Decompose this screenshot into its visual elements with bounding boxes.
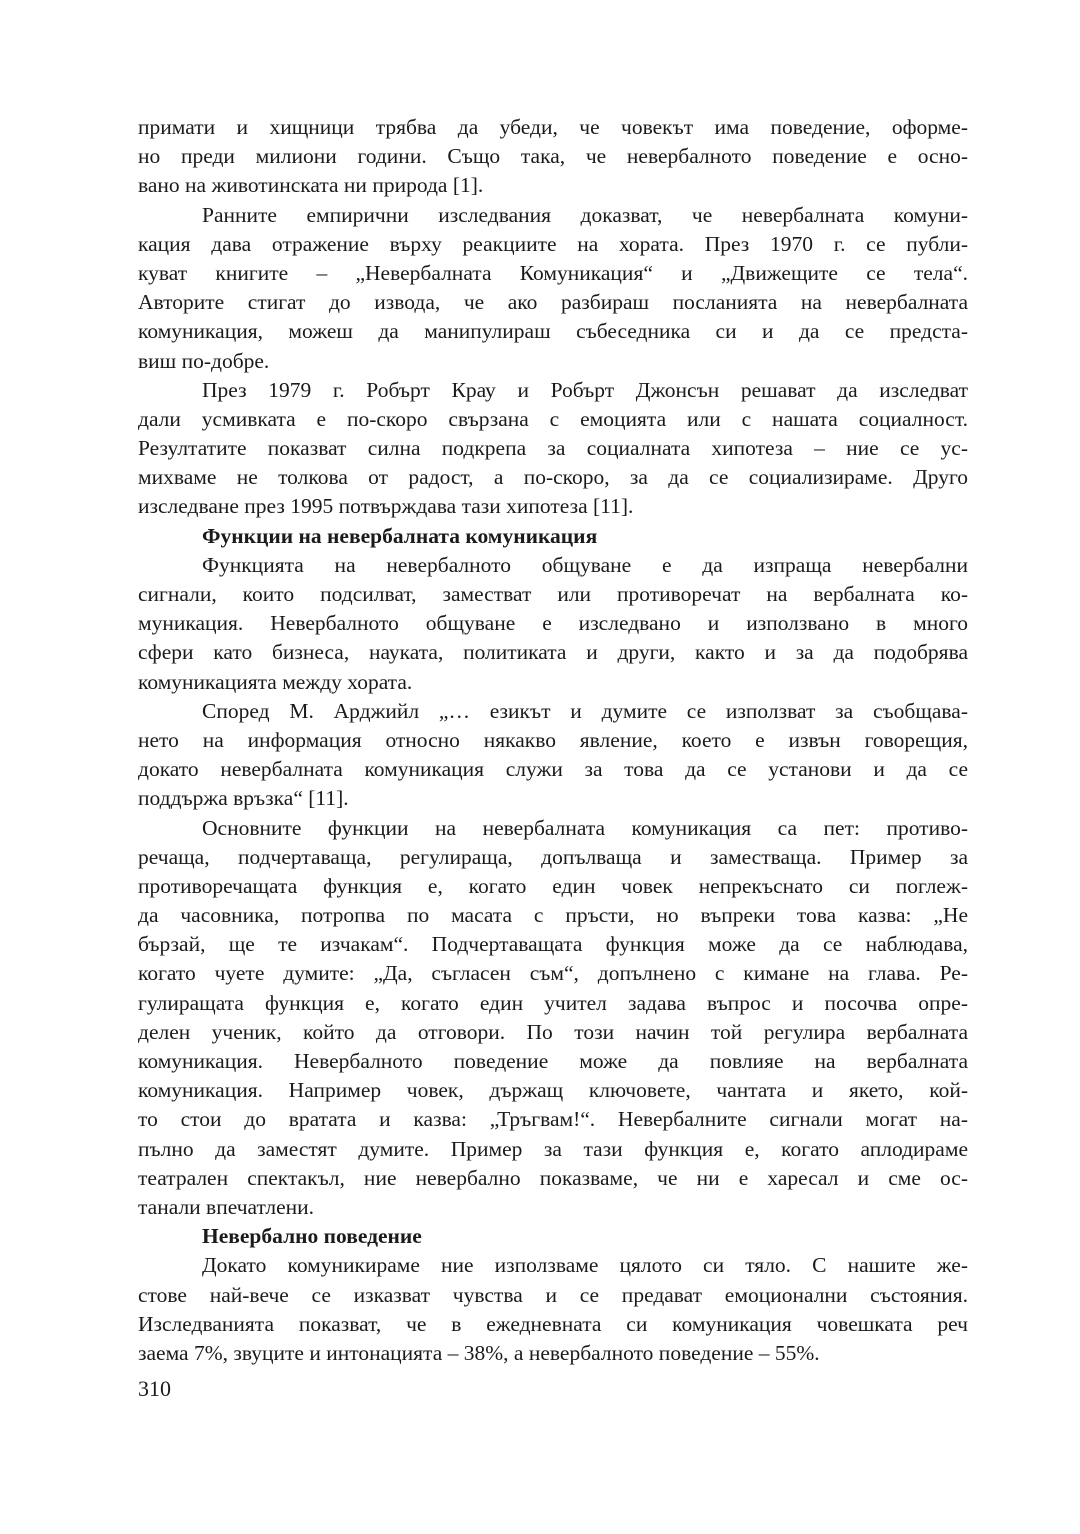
- paragraph: [138, 814, 968, 1223]
- text-line: сигнали, които подсилват, заместват или противоречат на вербалната ко-: [138, 582, 968, 606]
- text-line: стове най-вече се изказват чувства и се предават емоционални състояния.: [138, 1282, 968, 1307]
- text-line: примати и хищници трябва да убеди, че човекът има поведение, оформе-: [138, 115, 968, 139]
- section-heading: [138, 522, 968, 551]
- text-line: когато чуете думите: „Да, съгласен съм“, допълнено с кимане на глава. Ре-: [138, 961, 968, 986]
- text-line: то стои до вратата и казва: „Тръгвам!“. Невербалните сигнали могат на-: [138, 1107, 968, 1132]
- text-line: комуникацията между хората.: [138, 669, 413, 694]
- text-line: заема 7%, звуците и интонацията – 38%, а невербалното поведение – 55%.: [138, 1340, 820, 1365]
- text-line: речаща, подчертаваща, регулираща, допълваща и заместваща. Пример за: [138, 844, 968, 869]
- text-line: Основните функции на невербалната комуникация са пет: противо-: [202, 815, 968, 840]
- heading-text: Функции на невербалната комуникация: [202, 523, 598, 548]
- text-line: вано на животинската ни природа [1].: [138, 173, 484, 198]
- text-line: Докато комуникираме ние използваме цялото си тяло. С нашите же-: [202, 1253, 968, 1278]
- text-line: Ранните емпирични изследвания доказват, че невербалната комуни-: [202, 202, 968, 227]
- text-line: комуникация. Например човек, държащ ключовете, чантата и якето, кой-: [138, 1078, 968, 1103]
- text-line: изследване през 1995 потвърждава тази хипотеза [11].: [138, 494, 634, 519]
- text-line: докато невербалната комуникация служи за това да се установи и да се: [138, 757, 968, 782]
- text-line: нето на информация относно някакво явление, което е извън говорещия,: [138, 727, 968, 752]
- text-line: михваме не толкова от радост, а по-скоро, за да се социализираме. Друго: [138, 465, 968, 490]
- text-line: танали впечатлени.: [138, 1194, 315, 1219]
- text-line: комуникация. Невербалното поведение може да повлияе на вербалната: [138, 1049, 968, 1073]
- text-line: но преди милиони години. Също така, че невербалното поведение е осно-: [138, 144, 968, 169]
- section-heading: [138, 1222, 968, 1251]
- heading-text: Невербално поведение: [202, 1224, 422, 1249]
- text-line: гулиращата функция е, когато един учител задава въпрос и посочва опре-: [138, 990, 968, 1015]
- text-line: Авторите стигат до извода, че ако разбираш посланията на невербалната: [138, 290, 968, 315]
- paragraph: [138, 113, 968, 201]
- paragraph: [138, 201, 968, 376]
- text-line: Изследванията показват, че в ежедневната си комуникация човешката реч: [138, 1311, 968, 1336]
- text-line: виш по-добре.: [138, 348, 270, 373]
- paragraph: [138, 1251, 968, 1368]
- text-line: пълно да заместят думите. Пример за тази функция е, когато аплодираме: [138, 1136, 968, 1161]
- text-line: сфери като бизнеса, науката, политиката и други, както и за да подобрява: [138, 640, 968, 665]
- text-line: Функцията на невербалното общуване е да изпраща невербални: [202, 552, 968, 577]
- paragraph: [138, 376, 968, 522]
- text-line: бързай, ще те изчакам“. Подчертаващата функция може да се наблюдава,: [138, 932, 968, 957]
- text-line: поддържа връзка“ [11].: [138, 786, 349, 811]
- text-line: куват книгите – „Невербалната Комуникация“ и „Движещите се тела“.: [138, 260, 968, 285]
- text-line: Според М. Арджийл „… езикът и думите се използват за съобщава-: [202, 698, 968, 723]
- text-line: През 1979 г. Робърт Крау и Робърт Джонсън решават да изследват: [202, 377, 968, 402]
- text-line: кация дава отражение върху реакциите на хората. През 1970 г. се публи-: [138, 231, 968, 256]
- page-number: 310: [138, 1376, 171, 1401]
- text-line: Резултатите показват силна подкрепа за социалната хипотеза – ние се ус-: [138, 436, 968, 461]
- text-line: комуникация, можеш да манипулираш събеседника си и да се предста-: [138, 319, 968, 344]
- paragraph: [138, 551, 968, 697]
- text-line: делен ученик, който да отговори. По този начин той регулира вербалната: [138, 1019, 968, 1044]
- text-line: да часовника, потропва по масата с пръсти, но въпреки това казва: „Не: [138, 903, 968, 928]
- text-line: театрален спектакъл, ние невербално показваме, че ни е харесал и сме ос-: [138, 1165, 968, 1190]
- page-body: [138, 113, 968, 1368]
- text-line: муникация. Невербалното общуване е изследвано и използвано в много: [138, 611, 968, 636]
- paragraph: [138, 697, 968, 814]
- text-line: противоречащата функция е, когато един човек непрекъснато си поглеж-: [138, 873, 968, 898]
- text-line: дали усмивката е по-скоро свързана с емоцията или с нашата социалност.: [138, 406, 968, 431]
